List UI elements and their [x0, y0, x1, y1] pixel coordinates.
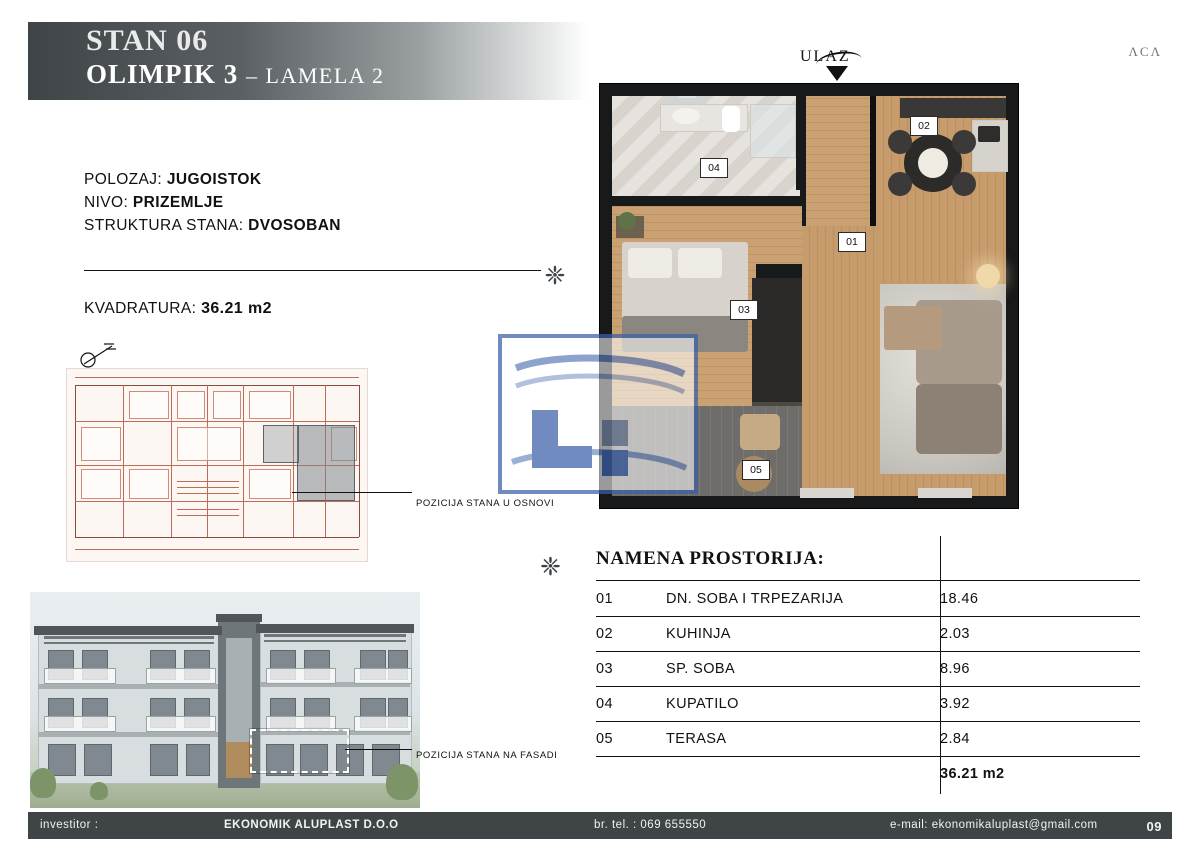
legend-row-1-name: KUHINJA: [666, 617, 940, 652]
polozaj-label: POLOZAJ:: [84, 171, 163, 188]
entrance-label: ULAZ: [800, 48, 851, 65]
legend-row-1-num: 02: [596, 617, 666, 652]
table-row-total: [596, 757, 1140, 792]
legend-row-2-name: SP. SOBA: [666, 652, 940, 687]
room-tag-02: 02: [910, 116, 938, 136]
building-name-sub: – LAMELA 2: [246, 63, 385, 88]
shower-screen: [750, 104, 796, 158]
nivo-value: PRIZEMLJE: [132, 194, 224, 211]
kitchen-counter: [900, 98, 1006, 118]
divider-rule: [84, 270, 541, 271]
page-footer: [28, 812, 1172, 839]
polozaj-value: JUGOISTOK: [166, 171, 262, 188]
legend-row-0-name: DN. SOBA I TRPEZARIJA: [666, 582, 940, 617]
footer-company-name: EKONOMIK ALUPLAST D.O.O: [224, 819, 399, 831]
legend-row-2-num: 03: [596, 652, 666, 687]
legend-row-0-num: 01: [596, 582, 666, 617]
brand-logo-icon: ΛCΛ: [1128, 44, 1162, 59]
kvadratura-label: KVADRATURA:: [84, 300, 197, 317]
siteplan-callout-label: POZICIJA STANA U OSNOVI: [416, 498, 555, 509]
legend-total-value: 36.21 m2: [940, 766, 1005, 782]
legend-top-rule: [596, 580, 1140, 581]
highlighted-apartment-siteplan: [297, 425, 355, 501]
apartment-info: [84, 168, 341, 237]
highlighted-apartment-extension: [263, 425, 299, 463]
cooktop: [978, 126, 1000, 142]
total-spacer-2: [666, 757, 940, 792]
coffee-table: [884, 306, 942, 350]
snowflake-icon: ❈: [544, 262, 566, 290]
room-tag-03: 03: [730, 300, 758, 320]
legend-row-4-num: 05: [596, 722, 666, 757]
entrance-arrow-icon: [826, 66, 848, 81]
legend-row-3-value: 3.92: [940, 687, 1140, 722]
footer-page-number: 09: [1146, 819, 1162, 834]
plant-icon: [618, 212, 636, 230]
toilet: [722, 106, 740, 132]
siteplan-callout-line: [292, 492, 412, 493]
info-row-nivo: [84, 191, 341, 214]
footer-phone: br. tel. : 069 655550: [594, 819, 707, 831]
legend-row-3-name: KUPATILO: [666, 687, 940, 722]
watermark-logo: [498, 334, 698, 494]
site-plan-drawing: [66, 368, 368, 562]
highlighted-apartment-facade: [250, 729, 349, 773]
room-tag-04: 04: [700, 158, 728, 178]
apartment-number: STAN 06: [86, 24, 209, 57]
room-tag-01: 01: [838, 232, 866, 252]
struktura-value: DVOSOBAN: [248, 217, 341, 234]
footer-investor-label: investitor :: [40, 819, 99, 831]
facade-callout-label: POZICIJA STANA NA FASADI: [416, 750, 558, 761]
legend-table: [596, 582, 1140, 791]
info-row-polozaj: [84, 168, 341, 191]
floor-lamp: [976, 264, 1000, 288]
legend-row-4-value: 2.84: [940, 722, 1140, 757]
facade-callout-line: [345, 749, 412, 750]
struktura-label: STRUKTURA STANA:: [84, 217, 244, 234]
bathroom-mirror: [666, 98, 706, 104]
building-name-main: OLIMPIK 3: [86, 59, 239, 89]
legend-row-3-num: 04: [596, 687, 666, 722]
table-row: [596, 687, 1140, 722]
area-row: [84, 300, 272, 318]
total-spacer-1: [596, 757, 666, 792]
building-facade-render: [30, 592, 420, 808]
legend-row-0-value: 18.46: [940, 582, 1140, 617]
legend-title: NAMENA PROSTORIJA:: [596, 548, 825, 569]
table-row: [596, 722, 1140, 757]
legend-row-1-value: 2.03: [940, 617, 1140, 652]
terrace-armchair: [740, 414, 780, 450]
kvadratura-value: 36.21 m2: [201, 300, 272, 317]
legend-snowflake-icon: ❈: [540, 553, 561, 581]
legend-row-2-value: 8.96: [940, 652, 1140, 687]
building-name: [86, 58, 606, 92]
info-row-struktura: [84, 214, 341, 237]
table-row: [596, 582, 1140, 617]
table-row: [596, 652, 1140, 687]
footer-email: e-mail: ekonomikaluplast@gmail.com: [890, 819, 1098, 831]
table-row: [596, 617, 1140, 652]
header-title: [86, 24, 606, 102]
legend-row-4-name: TERASA: [666, 722, 940, 757]
room-tag-05: 05: [742, 460, 770, 480]
nivo-label: NIVO:: [84, 194, 129, 211]
